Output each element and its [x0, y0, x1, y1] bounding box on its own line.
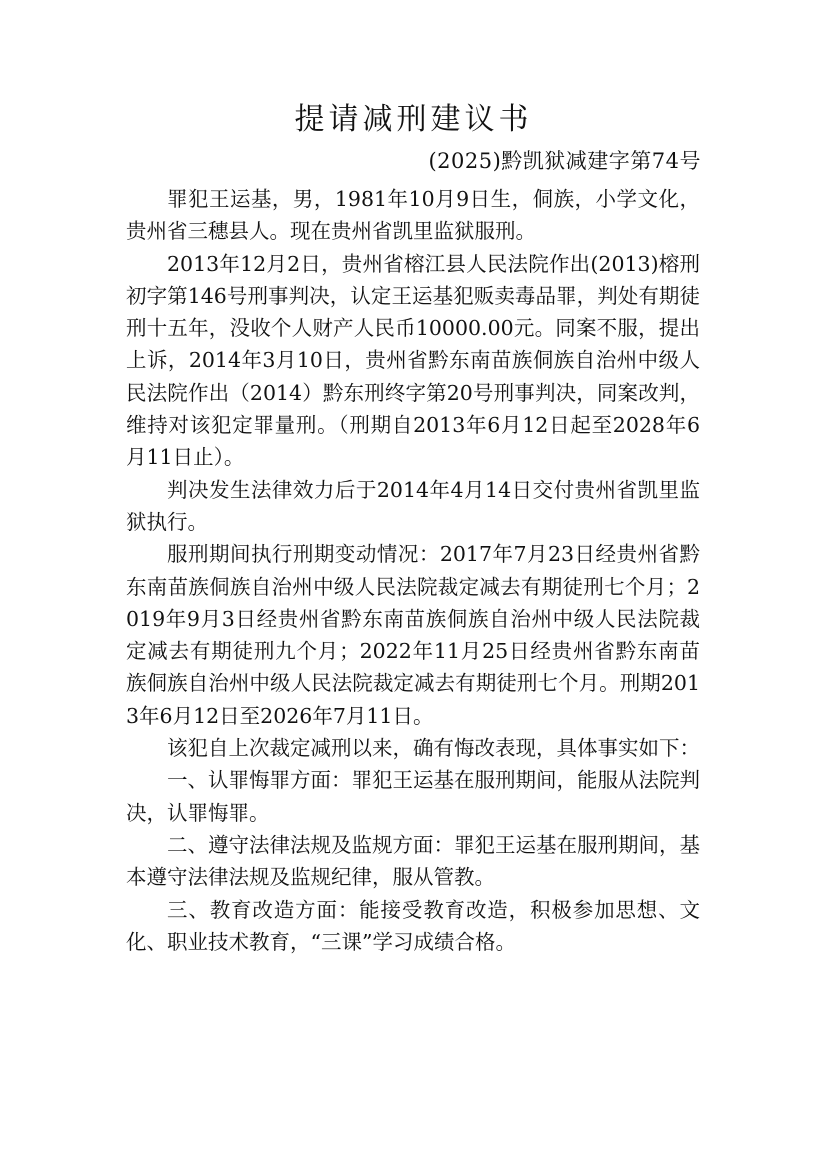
document-number: (2025)黔凯狱减建字第74号 — [428, 149, 701, 173]
paragraph-sentence-changes: 服刑期间执行刑期变动情况：2017年7月23日经贵州省黔东南苗族侗族自治州中级人民法院裁定减去有期徒刑七个月；2019年9月3日经贵州省黔东南苗族侗族自治州中级人民法院裁定减去有期徒刑九个月；2022年11月25日经贵州省黔东南苗族侗族自治州中级人民法院裁定减去有期徒刑七个月。刑期2013年6月12日至2026年7月11日。 — [126, 542, 700, 728]
document-body — [126, 183, 700, 958]
document-title: 提请减刑建议书 — [294, 102, 533, 137]
paragraph-education-reform: 三、教育改造方面：能接受教育改造，积极参加思想、文化、职业技术教育，“三课”学习成绩合格。 — [126, 897, 700, 954]
paragraph-execution-transfer: 判决发生法律效力后于2014年4月14日交付贵州省凯里监狱执行。 — [126, 477, 700, 534]
paragraph-criminal-info: 罪犯王运基，男，1981年10月9日生，侗族，小学文化，贵州省三穗县人。现在贵州省凯里监狱服刑。 — [126, 187, 700, 244]
paragraph-original-judgment: 2013年12月2日，贵州省榕江县人民法院作出(2013)榕刑初字第146号刑事判决，认定王运基犯贩卖毒品罪，判处有期徒刑十五年，没收个人财产人民币10000.00元。同案不服，提出上诉，2014年3月10日，贵州省黔东南苗族侗族自治州中级人民法院作出（2014）黔东刑终字第20号刑事判决，同案改判，维持对该犯定罪量刑。（刑期自2013年6月12日起至2028年6月11日止）。 — [126, 251, 700, 470]
paragraph-plea-repentance: 一、认罪悔罪方面：罪犯王运基在服刑期间，能服从法院判决，认罪悔罪。 — [126, 768, 700, 825]
paragraph-repentance-intro: 该犯自上次裁定减刑以来，确有悔改表现，具体事实如下： — [167, 736, 700, 761]
paragraph-rule-compliance: 二、遵守法律法规及监规方面：罪犯王运基在服刑期间，基本遵守法律法规及监规纪律，服从管教。 — [126, 832, 700, 890]
